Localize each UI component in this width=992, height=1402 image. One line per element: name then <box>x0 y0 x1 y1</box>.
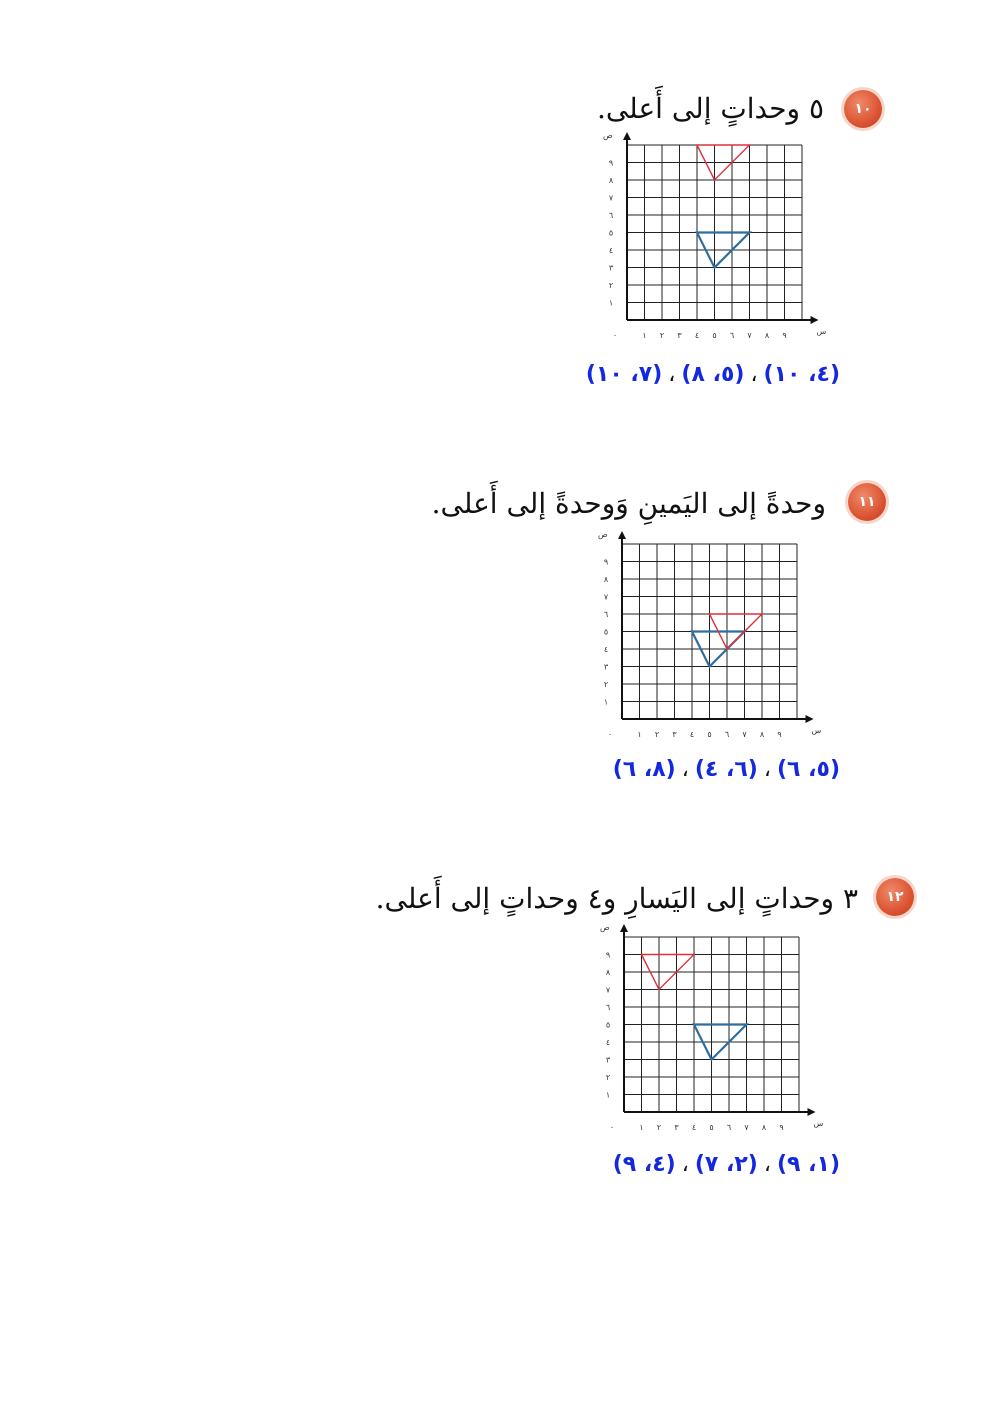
y-tick-label: ٥ <box>605 1020 611 1030</box>
y-tick-label: ٨ <box>603 575 609 584</box>
x-axis-arrow <box>806 715 814 723</box>
problem-instruction: ٥ وحداتٍ إلى أَعلى. <box>596 92 824 125</box>
y-tick-label: ٧ <box>603 592 609 602</box>
answer-separator: ، <box>750 362 758 387</box>
answer-line <box>613 1152 840 1177</box>
y-tick-label: ٢ <box>605 1073 611 1082</box>
coordinate-grid <box>592 923 824 1142</box>
x-tick-label: ٠ <box>612 331 618 340</box>
answer-point: (٢، ٧) <box>694 1152 758 1177</box>
problem-instruction: ٣ وحداتٍ إلى اليَسارِ و٤ وحداتٍ إلى أَعلى. <box>375 882 858 915</box>
x-axis-arrow <box>811 316 819 324</box>
problem-instruction: وحدةً إلى اليَمينِ وَوحدةً إلى أَعلى. <box>431 487 826 520</box>
x-tick-label: ٢ <box>659 331 665 340</box>
answer-point: (٧، ١٠) <box>585 362 663 387</box>
answer-point: (٥، ٦) <box>776 757 840 782</box>
answer-point: (٤، ١٠) <box>763 362 840 387</box>
x-tick-label: ٧ <box>747 331 752 340</box>
problem-number-badge: ١٠ <box>844 90 882 128</box>
x-tick-label: ٤ <box>689 730 695 739</box>
x-tick-label: ٥ <box>712 331 717 340</box>
x-tick-label: ٣ <box>677 331 682 340</box>
y-tick-label: ٦ <box>605 1003 611 1012</box>
x-tick-label: ٩ <box>777 730 782 739</box>
answer-separator: ، <box>668 362 676 387</box>
x-tick-label: ٥ <box>707 730 712 739</box>
y-axis-label: ص <box>600 923 610 932</box>
answer-line <box>586 362 840 387</box>
x-tick-label: ١ <box>642 331 647 340</box>
x-tick-label: ٣ <box>672 730 677 739</box>
y-tick-label: ٣ <box>605 1055 611 1065</box>
y-tick-label: ٩ <box>608 158 614 168</box>
answer-separator: ، <box>763 1152 771 1177</box>
x-tick-label: ١ <box>639 1123 644 1132</box>
y-tick-label: ١ <box>608 298 614 308</box>
answer-line <box>613 757 840 782</box>
answer-separator: ، <box>763 757 771 782</box>
y-tick-label: ١ <box>603 697 609 707</box>
y-axis-arrow <box>618 531 626 539</box>
x-tick-label: ٨ <box>759 730 765 739</box>
y-tick-label: ٢ <box>603 680 609 689</box>
y-tick-label: ٩ <box>605 950 611 960</box>
x-axis-label: س <box>816 327 827 336</box>
x-tick-label: ٨ <box>764 331 770 340</box>
y-tick-label: ٣ <box>608 263 614 273</box>
x-tick-label: ٥ <box>709 1123 714 1132</box>
answer-point: (١، ٩) <box>776 1152 840 1177</box>
problem-11 <box>0 477 992 837</box>
x-tick-label: ٦ <box>729 331 735 340</box>
y-tick-label: ٦ <box>603 610 609 619</box>
y-tick-label: ٦ <box>608 211 614 220</box>
y-tick-label: ٤ <box>603 645 609 654</box>
x-tick-label: ٩ <box>782 331 787 340</box>
x-axis-label: س <box>813 1119 824 1128</box>
y-tick-label: ٣ <box>603 662 609 672</box>
y-axis-label: ص <box>603 131 613 140</box>
x-axis-label: س <box>811 726 822 735</box>
x-tick-label: ٣ <box>674 1123 679 1132</box>
answer-point: (٤، ٩) <box>612 1152 676 1177</box>
x-tick-label: ٤ <box>694 331 700 340</box>
problem-10 <box>0 80 992 440</box>
answer-point: (٨، ٦) <box>612 757 676 782</box>
coordinate-grid <box>595 131 827 350</box>
x-tick-label: ٢ <box>654 730 660 739</box>
y-axis-arrow <box>623 132 631 140</box>
y-tick-label: ٥ <box>608 228 614 238</box>
coordinate-grid <box>590 530 822 749</box>
y-axis-label: ص <box>598 530 608 539</box>
y-tick-label: ٧ <box>608 193 614 203</box>
x-tick-label: ٠ <box>609 1123 615 1132</box>
answer-separator: ، <box>681 1152 689 1177</box>
y-tick-label: ١ <box>605 1090 611 1100</box>
x-tick-label: ٧ <box>742 730 747 739</box>
x-tick-label: ٠ <box>607 730 613 739</box>
answer-separator: ، <box>681 757 689 782</box>
problem-12 <box>0 874 992 1234</box>
y-axis-arrow <box>620 924 628 932</box>
y-tick-label: ٤ <box>608 246 614 255</box>
x-tick-label: ٩ <box>779 1123 784 1132</box>
problem-number-badge: ١٢ <box>876 878 914 916</box>
y-tick-label: ٤ <box>605 1038 611 1047</box>
answer-point: (٦، ٤) <box>694 757 758 782</box>
x-axis-arrow <box>808 1108 816 1116</box>
y-tick-label: ٨ <box>608 176 614 185</box>
y-tick-label: ٨ <box>605 968 611 977</box>
y-tick-label: ٢ <box>608 281 614 290</box>
answer-point: (٥، ٨) <box>681 362 745 387</box>
x-tick-label: ٦ <box>724 730 730 739</box>
x-tick-label: ٨ <box>761 1123 767 1132</box>
x-tick-label: ٧ <box>744 1123 749 1132</box>
x-tick-label: ٦ <box>726 1123 732 1132</box>
y-tick-label: ٧ <box>605 985 611 995</box>
x-tick-label: ٢ <box>656 1123 662 1132</box>
y-tick-label: ٩ <box>603 557 609 567</box>
y-tick-label: ٥ <box>603 627 609 637</box>
x-tick-label: ٤ <box>691 1123 697 1132</box>
x-tick-label: ١ <box>637 730 642 739</box>
problem-number-badge: ١١ <box>848 483 886 521</box>
